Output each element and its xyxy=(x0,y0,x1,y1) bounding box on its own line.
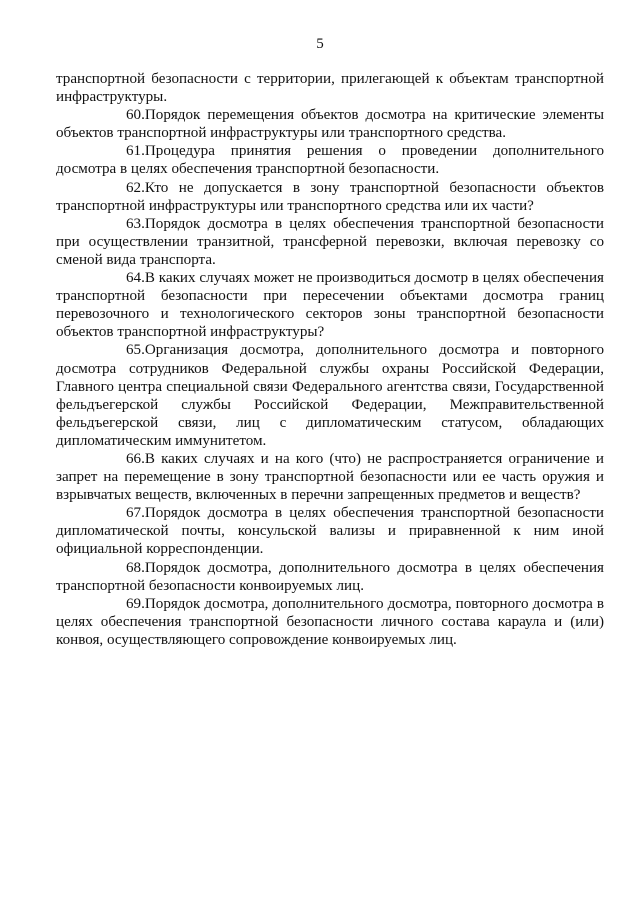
paragraph-text: Порядок досмотра, дополнительного досмотра в целях обеспечения транспортной безопасности конвоируемых лиц. xyxy=(56,559,604,594)
paragraph-number: 63. xyxy=(126,215,145,232)
paragraph-number: 67. xyxy=(126,505,145,522)
paragraph-item-69 xyxy=(56,595,604,649)
paragraph-item-60 xyxy=(56,106,604,142)
paragraph-item-62 xyxy=(56,179,604,215)
paragraph-text: Процедура принятия решения о проведении дополнительного досмотра в целях обеспечения транспортной безопасности. xyxy=(56,143,604,178)
paragraph-text: Порядок досмотра, дополнительного досмотра, повторного досмотра в целях обеспечения транспортной безопасности личного состава караула и (или) конвоя, осуществляющего сопровождение конвоируемых лиц. xyxy=(56,595,604,648)
document-body xyxy=(56,70,604,649)
paragraph-number: 66. xyxy=(126,450,145,467)
paragraph-number: 68. xyxy=(126,559,145,576)
paragraph-number: 69. xyxy=(126,595,145,612)
paragraph-item-63 xyxy=(56,215,604,269)
paragraph-item-67 xyxy=(56,504,604,558)
paragraph-text: Кто не допускается в зону транспортной безопасности объектов транспортной инфраструктуры или транспортного средства или их части? xyxy=(56,179,604,214)
paragraph-number: 64. xyxy=(126,270,145,287)
paragraph-number: 61. xyxy=(126,143,145,160)
paragraph-text: Организация досмотра, дополнительного досмотра и повторного досмотра сотрудников Федеральной службы охраны Российской Федерации, Главного центра специальной связи Федерального агентства связи, Государственной фельдъегерской службы Российской Федерации, Межправительственной фельдъегерской связи, лиц с дипломатическим статусом, обладающих дипломатическим иммунитетом. xyxy=(56,342,604,449)
page-number: 5 xyxy=(316,36,324,52)
paragraph-continuation xyxy=(56,70,604,106)
paragraph-text: В каких случаях может не производиться досмотр в целях обеспечения транспортной безопасности при пересечении объектами досмотра границ перевозочного и технологического секторов зоны транспортной безопасности объектов транспортной инфраструктуры? xyxy=(56,270,604,341)
paragraph-text: В каких случаях и на кого (что) не распространяется ограничение и запрет на перемещение в зону транспортной безопасности или ее часть оружия и взрывчатых веществ, включенных в перечни запрещенных предметов и веществ? xyxy=(56,450,604,504)
paragraph-item-64 xyxy=(56,269,604,341)
paragraph-text: Порядок досмотра в целях обеспечения транспортной безопасности при осуществлении транзитной, трансферной перевозки, включая перевозку со сменой вида транспорта. xyxy=(56,215,604,268)
paragraph-text: Порядок перемещения объектов досмотра на критические элементы объектов транспортной инфраструктуры или транспортного средства. xyxy=(56,107,604,142)
paragraph-item-66 xyxy=(56,450,604,504)
paragraph-item-61 xyxy=(56,142,604,178)
paragraph-number: 62. xyxy=(126,179,145,196)
paragraph-item-65 xyxy=(56,341,604,450)
paragraph-text: транспортной безопасности с территории, прилегающей к объектам транспортной инфраструктуры. xyxy=(56,71,604,106)
paragraph-number: 60. xyxy=(126,107,145,124)
paragraph-text: Порядок досмотра в целях обеспечения транспортной безопасности дипломатической почты, консульской вализы и приравненной к ним иной официальной корреспонденции. xyxy=(56,505,604,558)
paragraph-item-68 xyxy=(56,559,604,595)
paragraph-number: 65. xyxy=(126,342,145,359)
